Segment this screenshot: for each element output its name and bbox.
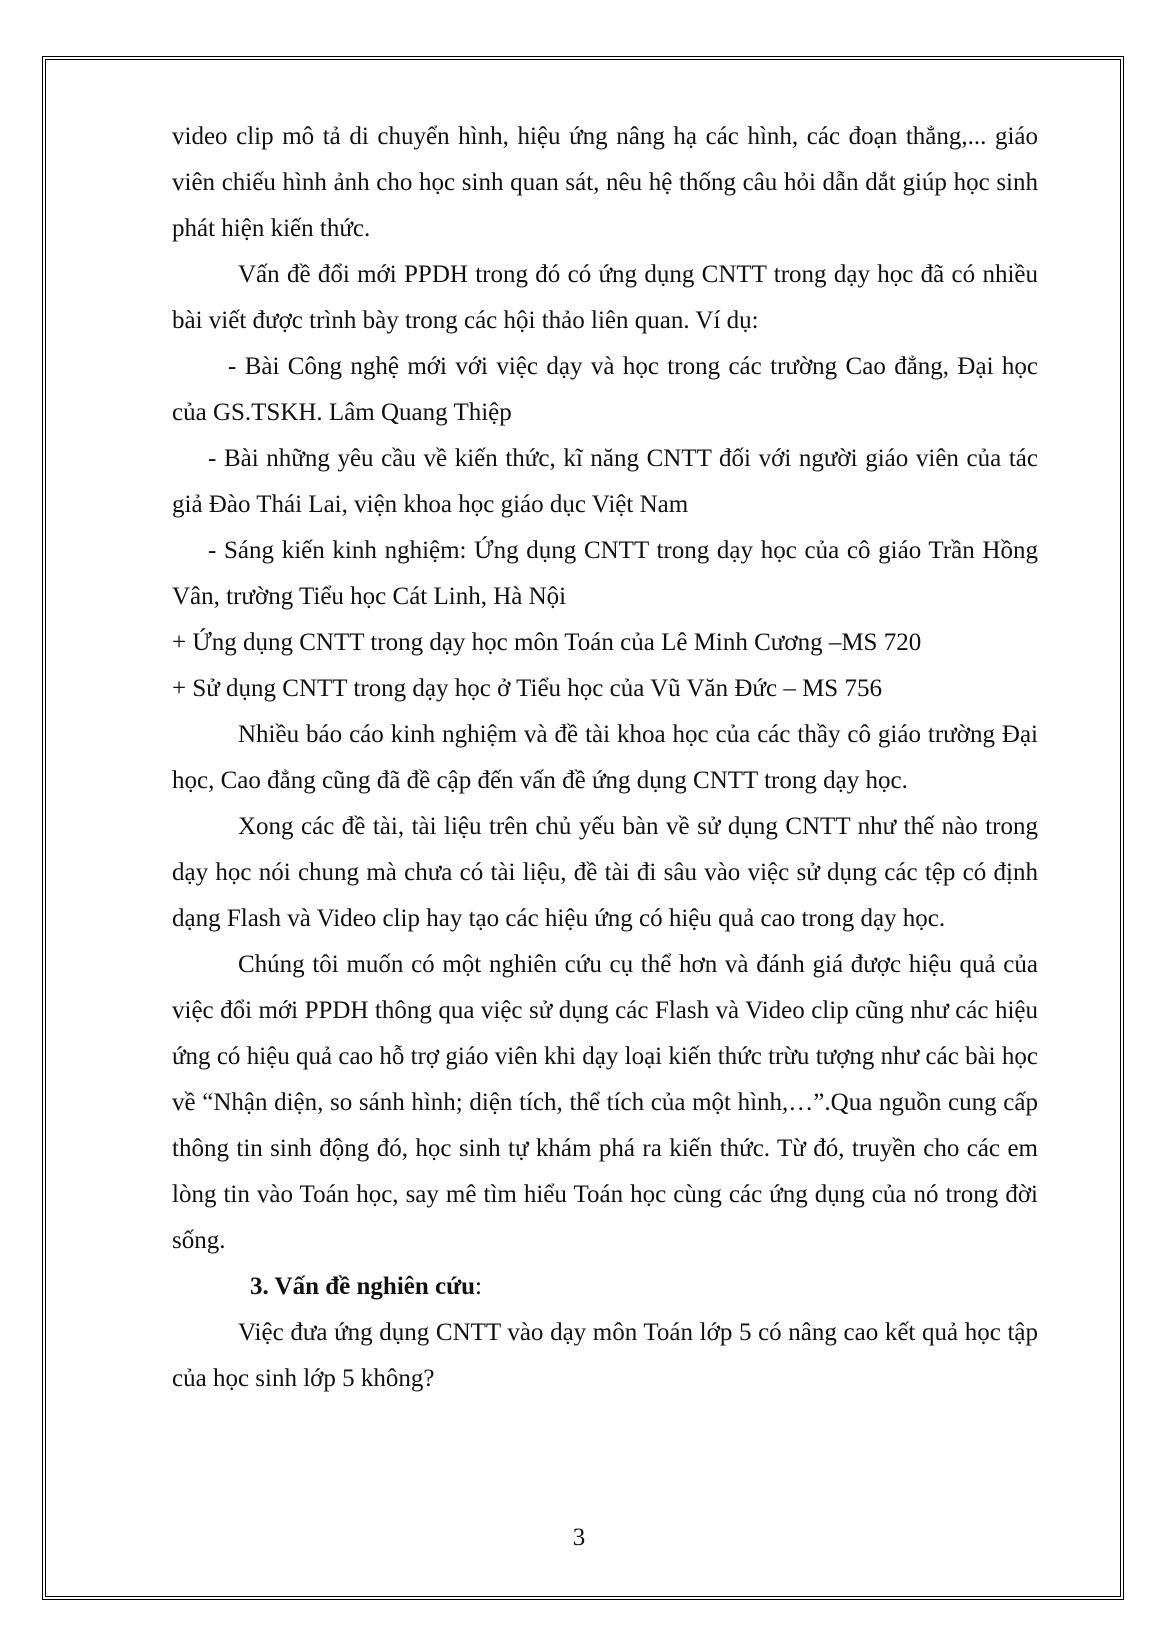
paragraph-4: Xong các đề tài, tài liệu trên chủ yếu bàn về sử dụng CNTT như thế nào trong dạy học nói chung mà chưa có tài liệu, đề tài đi sâu vào việc sử dụng các tệp có định dạng Flash và Video clip hay tạo các hiệu ứng có hiệu quả cao trong dạy học. [172,813,1038,932]
document-body [172,114,1038,1402]
paragraph-2: Vấn đề đổi mới PPDH trong đó có ứng dụng CNTT trong dạy học đã có nhiều bài viết được trình bày trong các hội thảo liên quan. Ví dụ: [172,261,1038,334]
page-number: 3 [572,1524,586,1551]
plus-item-2: + Sử dụng CNTT trong dạy học ở Tiểu học của Vũ Văn Đức – MS 756 [172,675,882,702]
section-heading-text: 3. Vấn đề nghiên cứu [250,1273,476,1300]
section-heading-colon: : [475,1273,482,1300]
paragraph-1: video clip mô tả di chuyển hình, hiệu ứng nâng hạ các hình, các đoạn thẳng,... giáo viên chiếu hình ảnh cho học sinh quan sát, nêu hệ thống câu hỏi dẫn dắt giúp học sinh phát hiện kiến thức. [172,123,1038,242]
plus-item-1: + Ứng dụng CNTT trong dạy học môn Toán của Lê Minh Cương –MS 720 [172,629,922,656]
bullet-item-2: - Bài những yêu cầu về kiến thức, kĩ năng CNTT đối với người giáo viên của tác giả Đào Thái Lai, viện khoa học giáo dục Việt Nam [172,445,1038,518]
paragraph-3: Nhiều báo cáo kinh nghiệm và đề tài khoa học của các thầy cô giáo trường Đại học, Cao đẳng cũng đã đề cập đến vấn đề ứng dụng CNTT trong dạy học. [172,721,1038,794]
paragraph-6: Việc đưa ứng dụng CNTT vào dạy môn Toán lớp 5 có nâng cao kết quả học tập của học sinh lớp 5 không? [172,1319,1038,1392]
section-heading [172,1264,1038,1310]
bullet-item-3: - Sáng kiến kinh nghiệm: Ứng dụng CNTT trong dạy học của cô giáo Trần Hồng Vân, trường Tiểu học Cát Linh, Hà Nội [172,537,1038,610]
bullet-item-1: - Bài Công nghệ mới với việc dạy và học trong các trường Cao đẳng, Đại học của GS.TSKH. Lâm Quang Thiệp [172,353,1038,426]
paragraph-5: Chúng tôi muốn có một nghiên cứu cụ thể hơn và đánh giá được hiệu quả của việc đổi mới PPDH thông qua việc sử dụng các Flash và Video clip cũng như các hiệu ứng có hiệu quả cao hỗ trợ giáo viên khi dạy loại kiến thức trừu tượng như các bài học về “Nhận diện, so sánh hình; diện tích, thể tích của một hình,…”.Qua nguồn cung cấp thông tin sinh động đó, học sinh tự khám phá ra kiến thức. Từ đó, truyền cho các em lòng tin vào Toán học, say mê tìm hiểu Toán học cùng các ứng dụng của nó trong đời sống. [172,951,1038,1254]
